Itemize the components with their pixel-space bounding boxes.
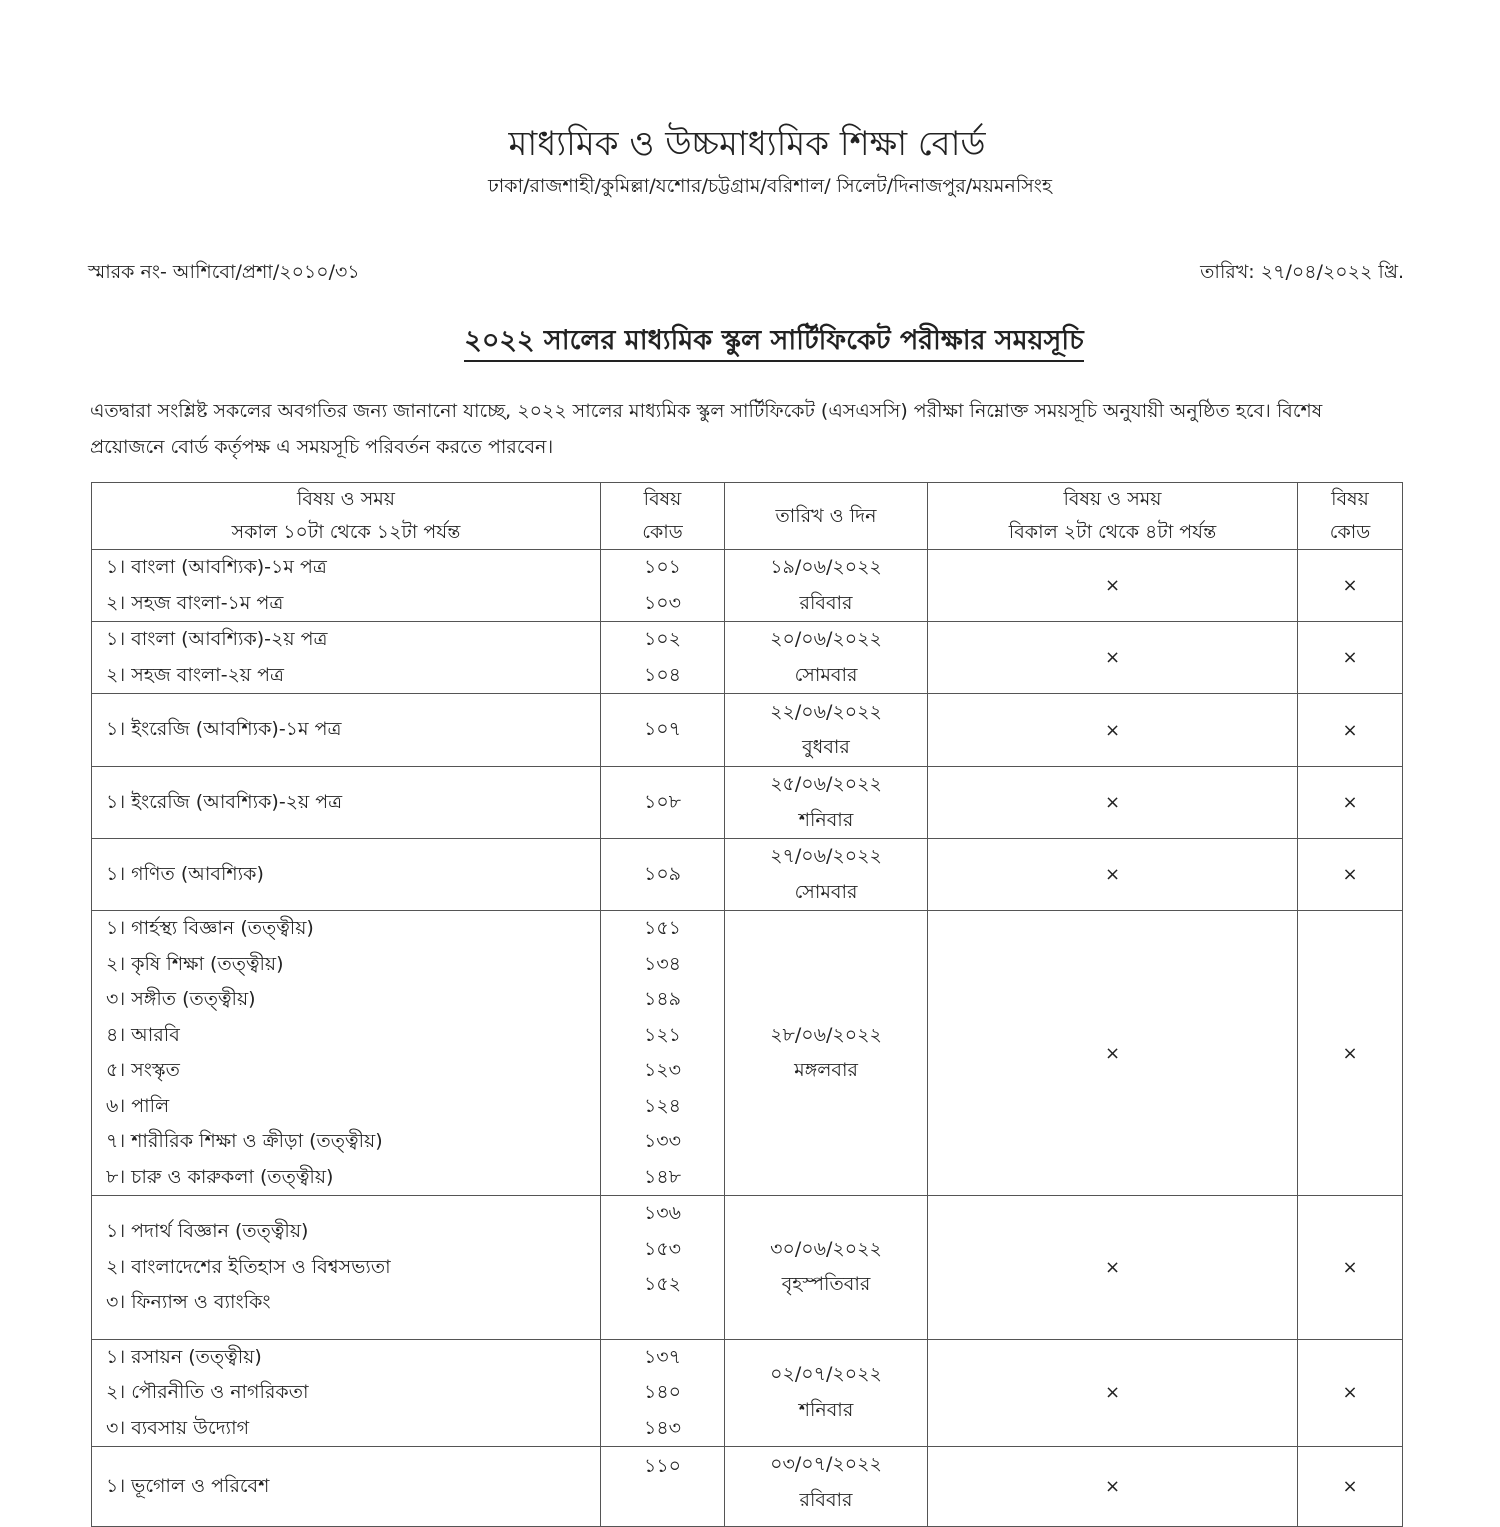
- table-row: [92, 911, 1403, 1196]
- subject-item: ১। পদার্থ বিজ্ঞান (তত্ত্বীয়): [106, 1220, 309, 1242]
- header-text: বিষয়: [643, 488, 682, 510]
- codes-cell: [601, 839, 725, 911]
- header-text: সকাল ১০টা থেকে ১২টা পর্যন্ত: [231, 521, 461, 543]
- exam-date: ২০/০৬/২০২২: [770, 628, 882, 650]
- subject-code: ১৩৬: [643, 1202, 682, 1224]
- afternoon-cell: ×: [928, 839, 1298, 911]
- afternoon-cell: ×: [928, 767, 1298, 839]
- subject-item: ৩। সঙ্গীত (তত্ত্বীয়): [106, 988, 256, 1010]
- afternoon-code-cell: ×: [1298, 622, 1403, 694]
- date-cell: [725, 1196, 928, 1340]
- subject-code: ১২৩: [643, 1059, 682, 1081]
- exam-day: বুধবার: [802, 736, 850, 758]
- subject-code: ১০১: [643, 556, 681, 578]
- codes-cell: [601, 1196, 725, 1340]
- codes-cell: [601, 622, 725, 694]
- afternoon-code-cell: ×: [1298, 1447, 1403, 1527]
- afternoon-cell: ×: [928, 550, 1298, 622]
- exam-schedule-table: [91, 482, 1403, 1527]
- subject-code: ১০৯: [643, 862, 681, 885]
- table-row: [92, 694, 1403, 767]
- subject-item: ১। ভূগোল ও পরিবেশ: [106, 1474, 270, 1497]
- exam-day: সোমবার: [794, 880, 858, 903]
- afternoon-cell: ×: [928, 1447, 1298, 1527]
- subjects-cell: [92, 694, 601, 767]
- date-cell: [725, 911, 928, 1196]
- exam-day: শনিবার: [798, 1398, 854, 1421]
- exam-date: ২২/০৬/২০২২: [770, 700, 882, 723]
- afternoon-cell: ×: [928, 622, 1298, 694]
- subject-code: ১৩৭: [643, 1345, 682, 1368]
- afternoon-code-cell: ×: [1298, 767, 1403, 839]
- subject-code: ১৪৩: [643, 1416, 681, 1439]
- header-text: কোড: [1329, 521, 1371, 543]
- board-name: [0, 118, 1500, 175]
- memo-number: স্মারক নং- আশিবো/প্রশা/২০১০/৩১: [88, 261, 360, 283]
- subject-item: ১। গার্হস্থ্য বিজ্ঞান (তত্ত্বীয়): [106, 917, 314, 939]
- document-date: তারিখ: ২৭/০৪/২০২২ খ্রি.: [1200, 261, 1404, 283]
- codes-cell: [601, 550, 725, 622]
- date-cell: [725, 622, 928, 694]
- codes-cell: [601, 694, 725, 767]
- board-name-text: মাধ্যমিক ও উচ্চমাধ্যমিক শিক্ষা বোর্ড: [508, 124, 986, 164]
- subjects-cell: [92, 839, 601, 911]
- subject-item: ১। বাংলা (আবশ্যিক)-২য় পত্র: [106, 628, 328, 650]
- header-text: কোড: [642, 521, 683, 543]
- subject-code: ১১০: [643, 1455, 681, 1477]
- table-row: [92, 1447, 1403, 1527]
- header-morning: [92, 483, 601, 550]
- subject-item: ১। গণিত (আবশ্যিক): [106, 862, 264, 885]
- afternoon-code-cell: ×: [1298, 839, 1403, 911]
- subjects-cell: [92, 1339, 601, 1447]
- subject-code: ১৩৪: [643, 952, 681, 975]
- date-cell: [725, 1339, 928, 1447]
- table-row: [92, 1339, 1403, 1447]
- subject-item: ২। সহজ বাংলা-১ম পত্র: [106, 591, 284, 614]
- subjects-cell: [92, 911, 601, 1196]
- header-code-2: [1298, 483, 1403, 550]
- intro-paragraph: এতদ্বারা সংশ্লিষ্ট সকলের অবগতির জন্য জানানো যাচ্ছে, ২০২২ সালের মাধ্যমিক স্কুল সার্টিফিকেট (এসএসসি) পরীক্ষা নিম্নোক্ত সময়সূচি অনুযায়ী অনুষ্ঠিত হবে। বিশেষ প্রয়োজনে বোর্ড কর্তৃপক্ষ এ সময়সূচি পরিবর্তন করতে পারবেন।: [90, 400, 1323, 458]
- subject-code: ১২১: [643, 1023, 681, 1046]
- subject-code: ১৩৩: [643, 1130, 682, 1152]
- exam-day: সোমবার: [794, 663, 858, 686]
- subject-code: ১২৪: [643, 1094, 681, 1117]
- subject-code: ১৪৮: [644, 1165, 681, 1188]
- subjects-cell: [92, 1447, 601, 1527]
- subject-item: ২। কৃষি শিক্ষা (তত্ত্বীয়): [106, 952, 284, 975]
- exam-date: ১৯/০৬/২০২২: [770, 556, 882, 578]
- header-text: বিষয়: [1331, 488, 1369, 510]
- subject-item: ৭। শারীরিক শিক্ষা ও ক্রীড়া (তত্ত্বীয়): [106, 1130, 383, 1152]
- subject-code: ১৫১: [644, 917, 681, 939]
- exam-day: রবিবার: [799, 1488, 853, 1511]
- afternoon-cell: ×: [928, 1339, 1298, 1447]
- subjects-cell: [92, 767, 601, 839]
- afternoon-cell: ×: [928, 911, 1298, 1196]
- exam-date: ২৭/০৬/২০২২: [770, 845, 882, 867]
- subject-item: ৬। পালি: [106, 1094, 170, 1117]
- exam-day: বৃহস্পতিবার: [781, 1273, 871, 1296]
- afternoon-cell: ×: [928, 1196, 1298, 1340]
- codes-cell: [601, 767, 725, 839]
- header-text: বিকাল ২টা থেকে ৪টা পর্যন্ত: [1008, 521, 1217, 543]
- header-afternoon: [928, 483, 1298, 550]
- exam-date: ০৩/০৭/২০২২: [770, 1453, 882, 1475]
- subject-item: ১। রসায়ন (তত্ত্বীয়): [106, 1345, 262, 1368]
- subject-item: ৮। চারু ও কারুকলা (তত্ত্বীয়): [106, 1165, 334, 1188]
- exam-date: ৩০/০৬/২০২২: [770, 1237, 882, 1260]
- subject-item: ১। বাংলা (আবশ্যিক)-১ম পত্র: [106, 556, 327, 578]
- subject-item: ৩। ব্যবসায় উদ্যোগ: [106, 1416, 250, 1439]
- subject-item: ১। ইংরেজি (আবশ্যিক)-২য় পত্র: [106, 790, 343, 813]
- subject-code: ১০৩: [643, 591, 682, 614]
- subject-item: ১। ইংরেজি (আবশ্যিক)-১ম পত্র: [106, 718, 342, 741]
- exam-day: মঙ্গলবার: [794, 1059, 858, 1081]
- table-header-row: [92, 483, 1403, 550]
- board-list: ঢাকা/রাজশাহী/কুমিল্লা/যশোর/চট্টগ্রাম/বরিশাল/ সিলেট/দিনাজপুর/ময়মনসিংহ: [488, 175, 1052, 197]
- exam-day: শনিবার: [798, 808, 854, 831]
- subject-item: ৪। আরবি: [106, 1023, 180, 1046]
- table-row: [92, 1196, 1403, 1340]
- subject-item: ২। বাংলাদেশের ইতিহাস ও বিশ্বসভ্যতা: [106, 1255, 391, 1278]
- date-cell: [725, 550, 928, 622]
- exam-day: রবিবার: [799, 591, 853, 614]
- codes-cell: [601, 911, 725, 1196]
- subject-item: ৩। ফিন্যান্স ও ব্যাংকিং: [106, 1291, 271, 1313]
- header-text: বিষয় ও সময়: [1063, 488, 1162, 510]
- subject-item: ২। সহজ বাংলা-২য় পত্র: [106, 663, 284, 686]
- date-cell: [725, 694, 928, 767]
- afternoon-code-cell: ×: [1298, 911, 1403, 1196]
- afternoon-code-cell: ×: [1298, 1339, 1403, 1447]
- codes-cell: [601, 1447, 725, 1527]
- subject-code: ১০৪: [643, 663, 681, 686]
- exam-date: ০২/০৭/২০২২: [770, 1363, 882, 1386]
- subject-code: ১০২: [643, 628, 682, 650]
- date-cell: [725, 1447, 928, 1527]
- header-code: [601, 483, 725, 550]
- table-row: [92, 839, 1403, 911]
- document-title-text: ২০২২ সালের মাধ্যমিক স্কুল সার্টিফিকেট পরীক্ষার সময়সূচি: [464, 325, 1083, 362]
- exam-date: ২৫/০৬/২০২২: [770, 773, 882, 795]
- document-title: [0, 320, 1500, 365]
- subject-code: ১৫৩: [643, 1237, 681, 1260]
- subjects-cell: [92, 550, 601, 622]
- subjects-cell: [92, 1196, 601, 1340]
- subject-code: ১৪৯: [644, 988, 681, 1010]
- table-row: [92, 622, 1403, 694]
- afternoon-code-cell: ×: [1298, 1196, 1403, 1340]
- subject-code: ১০৮: [643, 790, 681, 813]
- header-text: বিষয় ও সময়: [296, 488, 396, 510]
- subject-code: ১৪০: [643, 1381, 681, 1403]
- date-cell: [725, 839, 928, 911]
- subject-item: ২। পৌরনীতি ও নাগরিকতা: [106, 1381, 309, 1403]
- afternoon-code-cell: ×: [1298, 550, 1403, 622]
- subject-item: ৫। সংস্কৃত: [106, 1059, 180, 1081]
- afternoon-code-cell: ×: [1298, 694, 1403, 767]
- header-date: তারিখ ও দিন: [725, 483, 928, 550]
- afternoon-cell: ×: [928, 694, 1298, 767]
- table-row: [92, 767, 1403, 839]
- date-cell: [725, 767, 928, 839]
- subject-code: ১০৭: [643, 718, 682, 741]
- codes-cell: [601, 1339, 725, 1447]
- subjects-cell: [92, 622, 601, 694]
- table-row: [92, 550, 1403, 622]
- subject-code: ১৫২: [643, 1273, 681, 1295]
- exam-date: ২৮/০৬/২০২২: [770, 1023, 882, 1046]
